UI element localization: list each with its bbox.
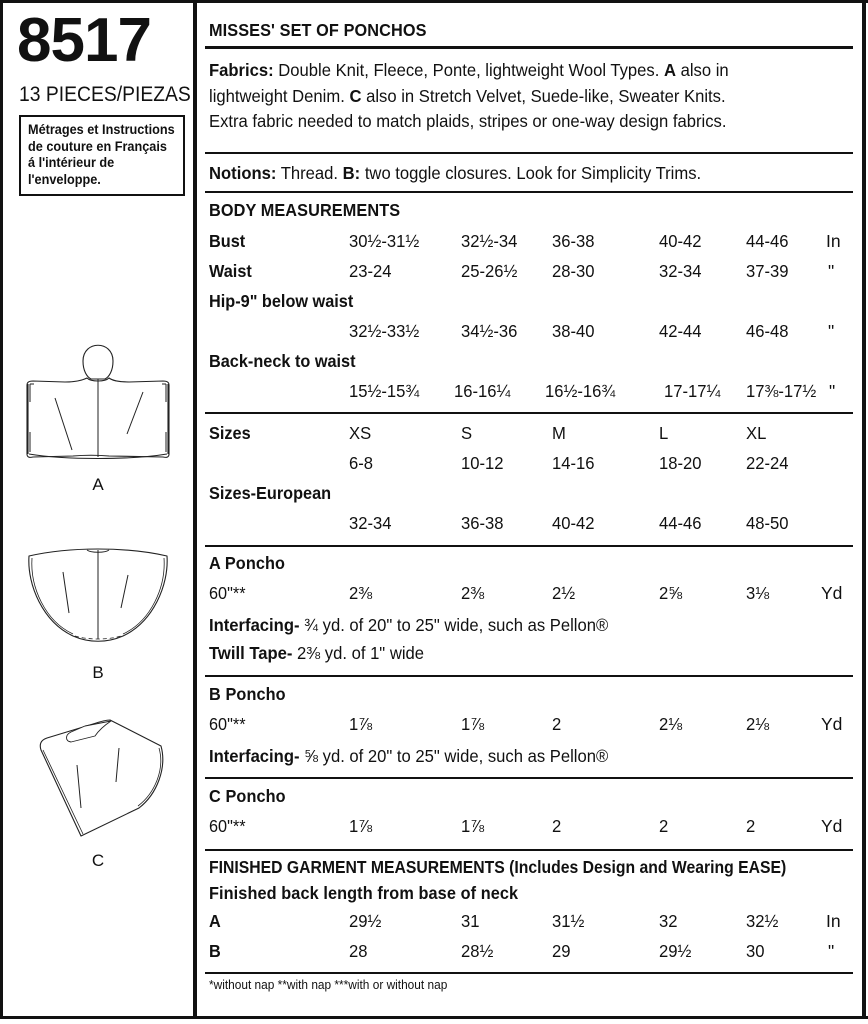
- poncho-b-illustration: [3, 540, 193, 681]
- rule-yardage-b: [205, 777, 853, 779]
- french-line-4: l'enveloppe.: [28, 171, 101, 187]
- yardage-a-width: 60"**: [209, 583, 246, 603]
- fabrics-line-3: Extra fabric needed to match plaids, stripes or one-way design fabrics.: [209, 111, 727, 131]
- size-xs: XS: [349, 423, 372, 443]
- notions-label: Notions:: [209, 163, 277, 183]
- yardage-b-title: B Poncho: [209, 684, 286, 704]
- fabrics-l2c: also in Stretch Velvet, Suede-like, Sweater Knits.: [361, 85, 726, 106]
- yardage-a-xs: 2⅜: [349, 583, 373, 603]
- finished-a-m: 31½: [552, 911, 585, 931]
- specification-column: [197, 0, 862, 1019]
- backneck-xs: 15½-15¾: [349, 381, 420, 401]
- sizes-european-label: Sizes-European: [209, 483, 332, 503]
- french-line-3: á l'intérieur de: [28, 155, 115, 170]
- finished-a-label: A: [209, 911, 221, 931]
- waist-xs: 23-24: [349, 261, 392, 281]
- backneck-unit: ": [829, 381, 836, 401]
- finished-a-xs: 29½: [349, 911, 382, 931]
- rule-finished: [205, 972, 853, 974]
- finished-b-m: 29: [552, 941, 571, 961]
- euro-xl: 48-50: [746, 513, 789, 533]
- yardage-a-row: [209, 583, 849, 611]
- waist-xl: 37-39: [746, 261, 789, 281]
- view-label-b: B: [92, 663, 104, 682]
- view-label-c: C: [91, 851, 105, 870]
- yardage-c-s: 1⅞: [461, 816, 485, 836]
- bust-unit: In: [826, 231, 841, 251]
- yardage-a-note-2-text: 2⅜ yd. of 1" wide: [292, 643, 425, 663]
- yardage-b-width: 60"**: [209, 714, 246, 734]
- size-l: L: [659, 423, 669, 443]
- yardage-a-note-2-label: Twill Tape-: [209, 643, 293, 663]
- sizes-label: Sizes: [209, 423, 251, 443]
- bust-xs: 30½-31½: [349, 231, 420, 251]
- hip-m: 38-40: [552, 321, 595, 341]
- fabrics-line-2: [209, 84, 817, 110]
- euro-m: 40-42: [552, 513, 595, 533]
- hip-xs: 32½-33½: [349, 321, 420, 341]
- rule-title: [205, 46, 853, 49]
- yardage-a-unit: Yd: [821, 583, 843, 603]
- fabrics-line-1: [209, 58, 817, 84]
- euro-l: 44-46: [659, 513, 702, 533]
- backneck-label: Back-neck to waist: [209, 351, 356, 371]
- french-line-2: de couture en Français: [28, 138, 167, 154]
- page-title: MISSES' SET OF PONCHOS: [209, 20, 427, 40]
- french-line-1: Métrages et Instructions: [28, 122, 175, 137]
- size-num-xs: 6-8: [349, 453, 374, 473]
- yardage-b-s: 1⅞: [461, 714, 485, 734]
- yardage-b-unit: Yd: [821, 714, 843, 734]
- waist-label: Waist: [209, 261, 252, 281]
- pattern-number: 8517: [17, 6, 151, 75]
- bust-l: 40-42: [659, 231, 702, 251]
- size-num-xl: 22-24: [746, 453, 789, 473]
- nap-footnote: *without nap **with nap ***with or without nap: [209, 978, 448, 992]
- row-bust: [209, 231, 849, 259]
- yardage-c-unit: Yd: [821, 816, 843, 836]
- row-sizes-european: [209, 513, 849, 541]
- backneck-xl: 17⅜-17½: [746, 381, 817, 401]
- hip-unit: ": [828, 321, 835, 341]
- finished-a-unit: In: [826, 911, 841, 931]
- bust-xl: 44-46: [746, 231, 789, 251]
- yardage-c-title: C Poncho: [209, 786, 286, 806]
- yardage-b-note-1: [209, 744, 817, 768]
- row-sizes-european-label: [209, 483, 849, 511]
- size-m: M: [552, 423, 566, 443]
- waist-m: 28-30: [552, 261, 595, 281]
- notions-a: Thread.: [276, 163, 343, 183]
- hip-label: Hip-9" below waist: [209, 291, 354, 311]
- row-hip-values: [209, 321, 849, 349]
- euro-xs: 32-34: [349, 513, 392, 533]
- waist-unit: ": [828, 261, 835, 281]
- fabrics-l2b: C: [349, 85, 362, 106]
- yardage-c-width: 60"**: [209, 816, 246, 836]
- fabrics-l1b: A: [663, 60, 676, 80]
- rule-fabrics: [205, 152, 853, 154]
- finished-b-s: 28½: [461, 941, 494, 961]
- finished-row-b: [209, 941, 849, 969]
- finished-row-a: [209, 911, 849, 939]
- size-num-m: 14-16: [552, 453, 595, 473]
- finished-a-s: 31: [461, 911, 480, 931]
- rule-yardage-c: [205, 849, 853, 851]
- backneck-l: 17-17¼: [664, 381, 721, 401]
- finished-a-l: 32: [659, 911, 678, 931]
- fabrics-l1c: also in: [675, 60, 729, 80]
- yardage-a-title: A Poncho: [209, 553, 286, 573]
- row-hip-label: [209, 291, 849, 319]
- finished-title: FINISHED GARMENT MEASUREMENTS (Includes Design and Wearing EASE): [209, 857, 787, 877]
- row-backneck-label: [209, 351, 849, 379]
- size-xl: XL: [746, 423, 767, 443]
- yardage-a-l: 2⅝: [659, 583, 683, 603]
- fabrics-l2a: lightweight Denim.: [209, 85, 350, 106]
- yardage-b-m: 2: [552, 714, 562, 734]
- waist-l: 32-34: [659, 261, 702, 281]
- body-measurements-title: BODY MEASUREMENTS: [209, 200, 401, 220]
- notions-c: two toggle closures. Look for Simplicity Trims.: [360, 163, 702, 183]
- yardage-b-xl: 2⅛: [746, 714, 770, 734]
- yardage-c-l: 2: [659, 816, 669, 836]
- size-num-l: 18-20: [659, 453, 702, 473]
- row-sizes-numbers: [209, 453, 849, 481]
- hip-l: 42-44: [659, 321, 702, 341]
- hip-xl: 46-48: [746, 321, 789, 341]
- yardage-b-note-1-text: ⅝ yd. of 20" to 25" wide, such as Pellon®: [299, 746, 609, 766]
- fabrics-block: [209, 58, 817, 135]
- finished-subtitle: Finished back length from base of neck: [209, 883, 519, 903]
- yardage-b-xs: 1⅞: [349, 714, 373, 734]
- piece-count: 13 PIECES/PIEZAS: [19, 83, 191, 106]
- row-backneck-values: [209, 381, 849, 409]
- view-label-a: A: [92, 475, 104, 494]
- page-border-right: [862, 0, 866, 1019]
- yardage-c-xs: 1⅞: [349, 816, 373, 836]
- yardage-a-xl: 3⅛: [746, 583, 770, 603]
- yardage-b-note-1-label: Interfacing-: [209, 746, 300, 766]
- bust-s: 32½-34: [461, 231, 518, 251]
- notions-block: [209, 161, 817, 187]
- euro-s: 36-38: [461, 513, 504, 533]
- waist-s: 25-26½: [461, 261, 518, 281]
- yardage-c-m: 2: [552, 816, 562, 836]
- bust-m: 36-38: [552, 231, 595, 251]
- yardage-c-xl: 2: [746, 816, 756, 836]
- illustration-column: [3, 0, 193, 1019]
- rule-sizes: [205, 545, 853, 547]
- french-instructions-box: [19, 115, 185, 196]
- poncho-c-drawing: [15, 708, 181, 848]
- notions-b: B:: [342, 163, 361, 183]
- row-sizes-letters: [209, 423, 849, 451]
- bust-label: Bust: [209, 231, 246, 251]
- poncho-c-illustration: [3, 708, 193, 869]
- finished-b-xs: 28: [349, 941, 368, 961]
- row-waist: [209, 261, 849, 289]
- finished-a-xl: 32½: [746, 911, 779, 931]
- size-s: S: [461, 423, 473, 443]
- poncho-a-drawing: [15, 322, 181, 472]
- size-num-s: 10-12: [461, 453, 504, 473]
- yardage-a-note-1: [209, 613, 817, 637]
- finished-b-unit: ": [828, 941, 835, 961]
- fabrics-l1a: Double Knit, Fleece, Ponte, lightweight Wool Types.: [273, 60, 664, 80]
- finished-b-l: 29½: [659, 941, 692, 961]
- yardage-c-row: [209, 816, 849, 844]
- yardage-a-m: 2½: [552, 583, 576, 603]
- rule-yardage-a: [205, 675, 853, 677]
- yardage-a-note-2: [209, 641, 817, 665]
- fabrics-label: Fabrics:: [209, 60, 274, 80]
- poncho-a-illustration: [3, 322, 193, 493]
- hip-s: 34½-36: [461, 321, 518, 341]
- finished-b-label: B: [209, 941, 221, 961]
- backneck-m: 16½-16¾: [545, 381, 616, 401]
- yardage-b-l: 2⅛: [659, 714, 683, 734]
- yardage-b-row: [209, 714, 849, 742]
- yardage-a-note-1-text: ¾ yd. of 20" to 25" wide, such as Pellon®: [299, 615, 609, 635]
- backneck-s: 16-16¼: [454, 381, 511, 401]
- rule-body-measurements: [205, 412, 853, 414]
- rule-notions: [205, 191, 853, 193]
- yardage-a-note-1-label: Interfacing-: [209, 615, 300, 635]
- poncho-b-drawing: [15, 540, 181, 660]
- yardage-a-s: 2⅜: [461, 583, 485, 603]
- finished-b-xl: 30: [746, 941, 765, 961]
